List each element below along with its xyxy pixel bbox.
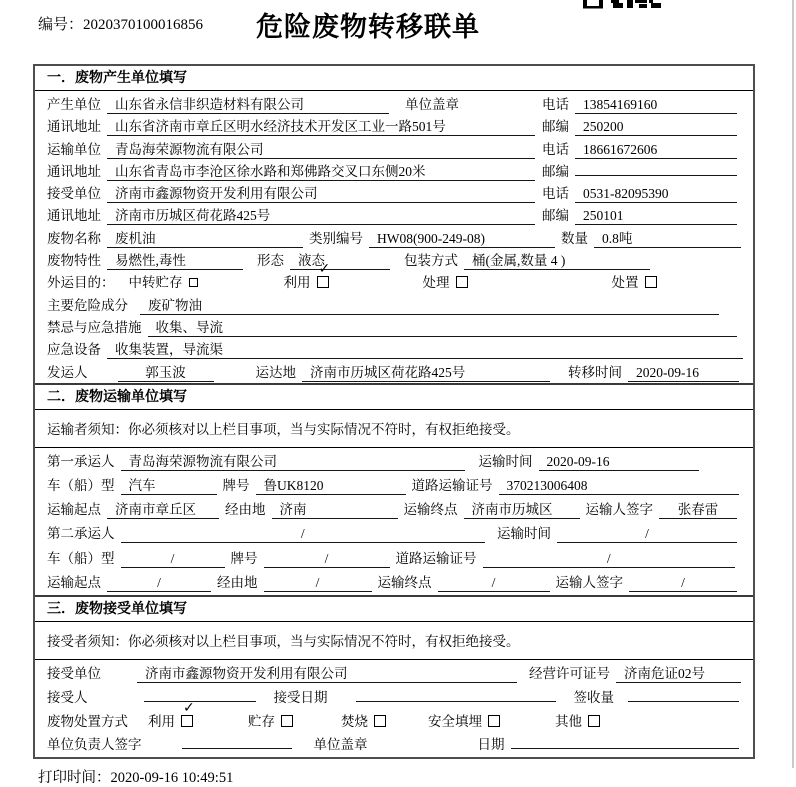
category-code-value: HW08(900-249-08): [369, 231, 555, 248]
disposal-landfill-label: 安全填埋: [428, 713, 482, 729]
form-row-carrier1-vehicle: [35, 474, 753, 498]
physical-form-value: 液态: [290, 249, 390, 270]
purpose-option-treat-label: 处理: [422, 275, 450, 291]
carrier1-via-label: 经由地: [225, 502, 266, 518]
form-row-carrier2-route: [35, 571, 753, 595]
carrier2-permit-label: 道路运输证号: [395, 550, 477, 566]
transporter-address-label: 通讯地址: [47, 163, 101, 179]
waste-name-value: 废机油: [107, 227, 303, 248]
form-row-receive-unit: [35, 662, 753, 686]
carrier2-time-value: /: [557, 526, 737, 543]
unit-seal-label: 单位盖章: [405, 97, 459, 112]
category-code-label: 类别编号: [309, 230, 363, 246]
carrier2-time-label: 运输时间: [497, 526, 551, 542]
document-number-label: 编号：: [38, 17, 84, 33]
carrier2-value: /: [121, 526, 486, 543]
section-producer: [35, 66, 753, 383]
receiver-address-value: 济南市历城区荷花路425号: [107, 204, 535, 225]
checkbox-utilize-checked: [317, 261, 331, 288]
transfer-manifest-form: [33, 64, 755, 759]
carrier1-plate-value: 鲁UK8120: [256, 474, 406, 495]
qr-code-partial-icon: [583, 0, 661, 10]
carrier2-label: 第二承运人: [47, 526, 115, 542]
packing-method-label: 包装方式: [404, 253, 458, 269]
carrier2-vehicle-value: /: [121, 551, 225, 568]
form-row-hazard: [35, 294, 753, 316]
producer-unit-value: 山东省永信非织造材料有限公司: [107, 93, 389, 114]
license-value: 济南危证02号: [616, 662, 741, 683]
producer-phone-value: 13854169160: [575, 97, 737, 114]
carrier1-end-value: 济南市历城区: [464, 498, 580, 519]
section-transporter: [35, 383, 753, 595]
disposal-use-label: 利用: [148, 713, 175, 729]
carrier2-via-value: /: [264, 575, 372, 592]
form-row-transporter-address: [35, 160, 753, 182]
carrier1-value: 青岛海荣源物流有限公司: [121, 450, 465, 471]
purpose-option-use-label: 利用: [283, 275, 311, 291]
emergency-measures-value: 收集、导流: [148, 316, 738, 337]
form-row-producer: [35, 93, 753, 115]
producer-address-value: 山东省济南市章丘区明水经济技术开发区工业一路501号: [107, 115, 535, 136]
checkbox-transfer-storage: [189, 278, 198, 287]
form-row-receiver: [35, 182, 753, 204]
physical-form-label: 形态: [257, 253, 284, 269]
checkbox-disposal-landfill: [488, 715, 500, 727]
form-row-producer-address: [35, 115, 753, 137]
transporter-unit-value: 青岛海荣源物流有限公司: [107, 138, 535, 159]
transporter-phone-label: 电话: [542, 141, 569, 157]
carrier1-sign-value: 张春雷: [659, 498, 737, 519]
section-receiver: [35, 595, 753, 757]
disposal-burn-label: 焚烧: [341, 713, 368, 729]
form-row-equipment: [35, 338, 753, 360]
receiver-phone-label: 电话: [542, 186, 569, 202]
form-row-acceptor: [35, 686, 753, 710]
print-time-label: 打印时间：: [38, 770, 111, 787]
head-sign-value: [182, 748, 292, 749]
waste-trait-label: 废物特性: [47, 253, 101, 269]
head-sign-label: 单位负责人签字: [47, 737, 142, 753]
quantity-label: 数量: [561, 230, 588, 246]
packing-method-value: 桶(金属,数量 4 ): [464, 249, 650, 270]
form-row-carrier2-vehicle: [35, 547, 753, 571]
form-row-transporter: [35, 138, 753, 160]
emergency-equipment-label: 应急设备: [47, 342, 101, 358]
section-producer-title: 一．废物产生单位填写: [35, 66, 753, 91]
transporter-phone-value: 18661672606: [575, 142, 737, 159]
disposal-method-label: 废物处置方式: [47, 713, 128, 729]
checkbox-disposal-use-checked: [181, 699, 195, 727]
carrier2-end-label: 运输终点: [377, 574, 432, 590]
receiver-unit-label: 接受单位: [47, 186, 101, 202]
checkbox-treat: [456, 276, 468, 288]
form-row-emergency: [35, 316, 753, 338]
carrier2-plate-label: 牌号: [230, 550, 258, 566]
carrier2-end-value: /: [438, 575, 550, 592]
destination-value: 济南市历城区荷花路425号: [302, 361, 550, 382]
carrier1-time-label: 运输时间: [478, 453, 533, 469]
producer-zip-value: 250200: [575, 119, 737, 136]
carrier2-sign-value: /: [629, 575, 737, 592]
carrier1-origin-label: 运输起点: [47, 502, 101, 518]
seal-date-label: 日期: [477, 737, 505, 753]
destination-label: 运达地: [255, 364, 296, 380]
seal-date-value: [511, 748, 740, 749]
receive-unit-label: 接受单位: [47, 665, 101, 681]
carrier2-sign-label: 运输人签字: [555, 574, 623, 590]
transfer-time-label: 转移时间: [568, 364, 622, 380]
carrier1-sign-label: 运输人签字: [585, 502, 653, 518]
transporter-address-value: 山东省青岛市李沧区徐水路和郑佛路交叉口东侧20米: [107, 160, 535, 181]
checkbox-dispose: [645, 276, 657, 288]
emergency-measures-label: 禁忌与应急措施: [47, 319, 142, 335]
transfer-time-value: 2020-09-16: [628, 365, 739, 382]
form-row-shipper: [35, 361, 753, 383]
accept-date-value: [356, 701, 556, 702]
quantity-value: 0.8吨: [594, 227, 741, 248]
checkbox-disposal-other: [588, 715, 600, 727]
print-time: [38, 766, 796, 787]
transporter-unit-label: 运输单位: [47, 141, 101, 157]
waste-trait-value: 易燃性,毒性: [107, 249, 243, 270]
form-row-carrier1-route: [35, 498, 753, 522]
receiver-address-label: 通讯地址: [47, 208, 101, 224]
carrier1-via-value: 济南: [272, 498, 398, 519]
carrier2-vehicle-label: 车（船）型: [47, 550, 115, 566]
receiver-notice: 接受者须知：你必须核对以上栏目事项，当与实际情况不符时，有权拒绝接受。: [35, 622, 753, 660]
document-number-value: 2020370100016856: [83, 17, 204, 33]
receiver-phone-value: 0531-82095390: [575, 186, 737, 203]
transporter-zip-value: [575, 175, 737, 176]
carrier1-permit-label: 道路运输证号: [411, 478, 493, 494]
producer-unit-label: 产生单位: [47, 97, 101, 112]
form-row-carrier1: [35, 450, 753, 474]
form-row-receiver-address: [35, 204, 753, 226]
carrier2-permit-value: /: [483, 551, 736, 568]
hazard-component-value: 废矿物油: [140, 294, 719, 315]
checkmark-icon: ✓: [183, 699, 195, 716]
accept-date-label: 接受日期: [273, 689, 328, 705]
carrier2-plate-value: /: [264, 551, 390, 568]
disposal-other-label: 其他: [555, 713, 582, 729]
emergency-equipment-value: 收集装置，导流渠: [107, 338, 743, 359]
carrier2-origin-value: /: [107, 575, 211, 592]
purpose-label: 外运目的：: [47, 275, 115, 291]
shipper-value: 郭玉波: [118, 361, 214, 382]
section-transporter-rows: [35, 448, 753, 595]
producer-zip-label: 邮编: [542, 119, 569, 135]
carrier1-origin-value: 济南市章丘区: [107, 498, 219, 519]
carrier1-plate-label: 牌号: [222, 478, 250, 494]
purpose-option-dispose-label: 处置: [611, 275, 639, 291]
section-transporter-title: 二．废物运输单位填写: [35, 385, 753, 410]
receiver-zip-label: 邮编: [542, 208, 569, 224]
section-receiver-title: 三．废物接受单位填写: [35, 597, 753, 622]
document-header: [0, 0, 796, 64]
receive-unit-value: 济南市鑫源物资开发利用有限公司: [137, 662, 517, 683]
signed-amount-value: [628, 701, 739, 702]
hazard-component-label: 主要危险成分: [47, 297, 128, 313]
form-row-waste-trait: [35, 249, 753, 271]
carrier1-end-label: 运输终点: [403, 502, 458, 518]
carrier1-permit-value: 370213006408: [499, 478, 740, 495]
form-row-disposal: [35, 699, 753, 734]
purpose-option-storage-label: 中转贮存: [128, 275, 183, 291]
receiver-unit-value: 济南市鑫源物资开发利用有限公司: [107, 182, 535, 203]
print-time-value: 2020-09-16 10:49:51: [110, 770, 234, 787]
transporter-notice: 运输者须知：你必须核对以上栏目事项，当与实际情况不符时，有权拒绝接受。: [35, 410, 753, 448]
form-row-head-sign: [35, 733, 753, 757]
producer-address-label: 通讯地址: [47, 119, 101, 135]
carrier1-label: 第一承运人: [47, 453, 115, 469]
form-row-carrier2: [35, 522, 753, 546]
producer-phone-label: 电话: [542, 97, 569, 112]
disposal-store-label: 贮存: [248, 713, 275, 729]
section-receiver-rows: [35, 660, 753, 757]
transporter-zip-label: 邮编: [542, 163, 569, 179]
page-right-edge: [792, 0, 794, 768]
carrier1-time-value: 2020-09-16: [539, 454, 699, 471]
acceptor-label: 接受人: [47, 689, 88, 705]
page-title: 危险废物转移联单: [256, 12, 480, 42]
shipper-label: 发运人: [47, 364, 88, 380]
acceptor-value: [144, 701, 256, 702]
receiver-zip-value: 250101: [575, 208, 737, 225]
license-label: 经营许可证号: [529, 665, 610, 681]
carrier1-vehicle-value: 汽车: [121, 474, 217, 495]
waste-name-label: 废物名称: [47, 230, 101, 246]
carrier2-via-label: 经由地: [217, 574, 258, 590]
unit-seal-label-2: 单位盖章: [313, 737, 368, 753]
form-row-waste-name: [35, 227, 753, 249]
carrier1-vehicle-label: 车（船）型: [47, 478, 115, 494]
signed-amount-label: 签收量: [573, 689, 614, 705]
checkbox-disposal-incinerate: [374, 715, 386, 727]
checkbox-disposal-store: [281, 715, 293, 727]
checkmark-icon: ✓: [318, 261, 331, 278]
carrier2-origin-label: 运输起点: [47, 574, 101, 590]
section-producer-rows: [35, 91, 753, 383]
